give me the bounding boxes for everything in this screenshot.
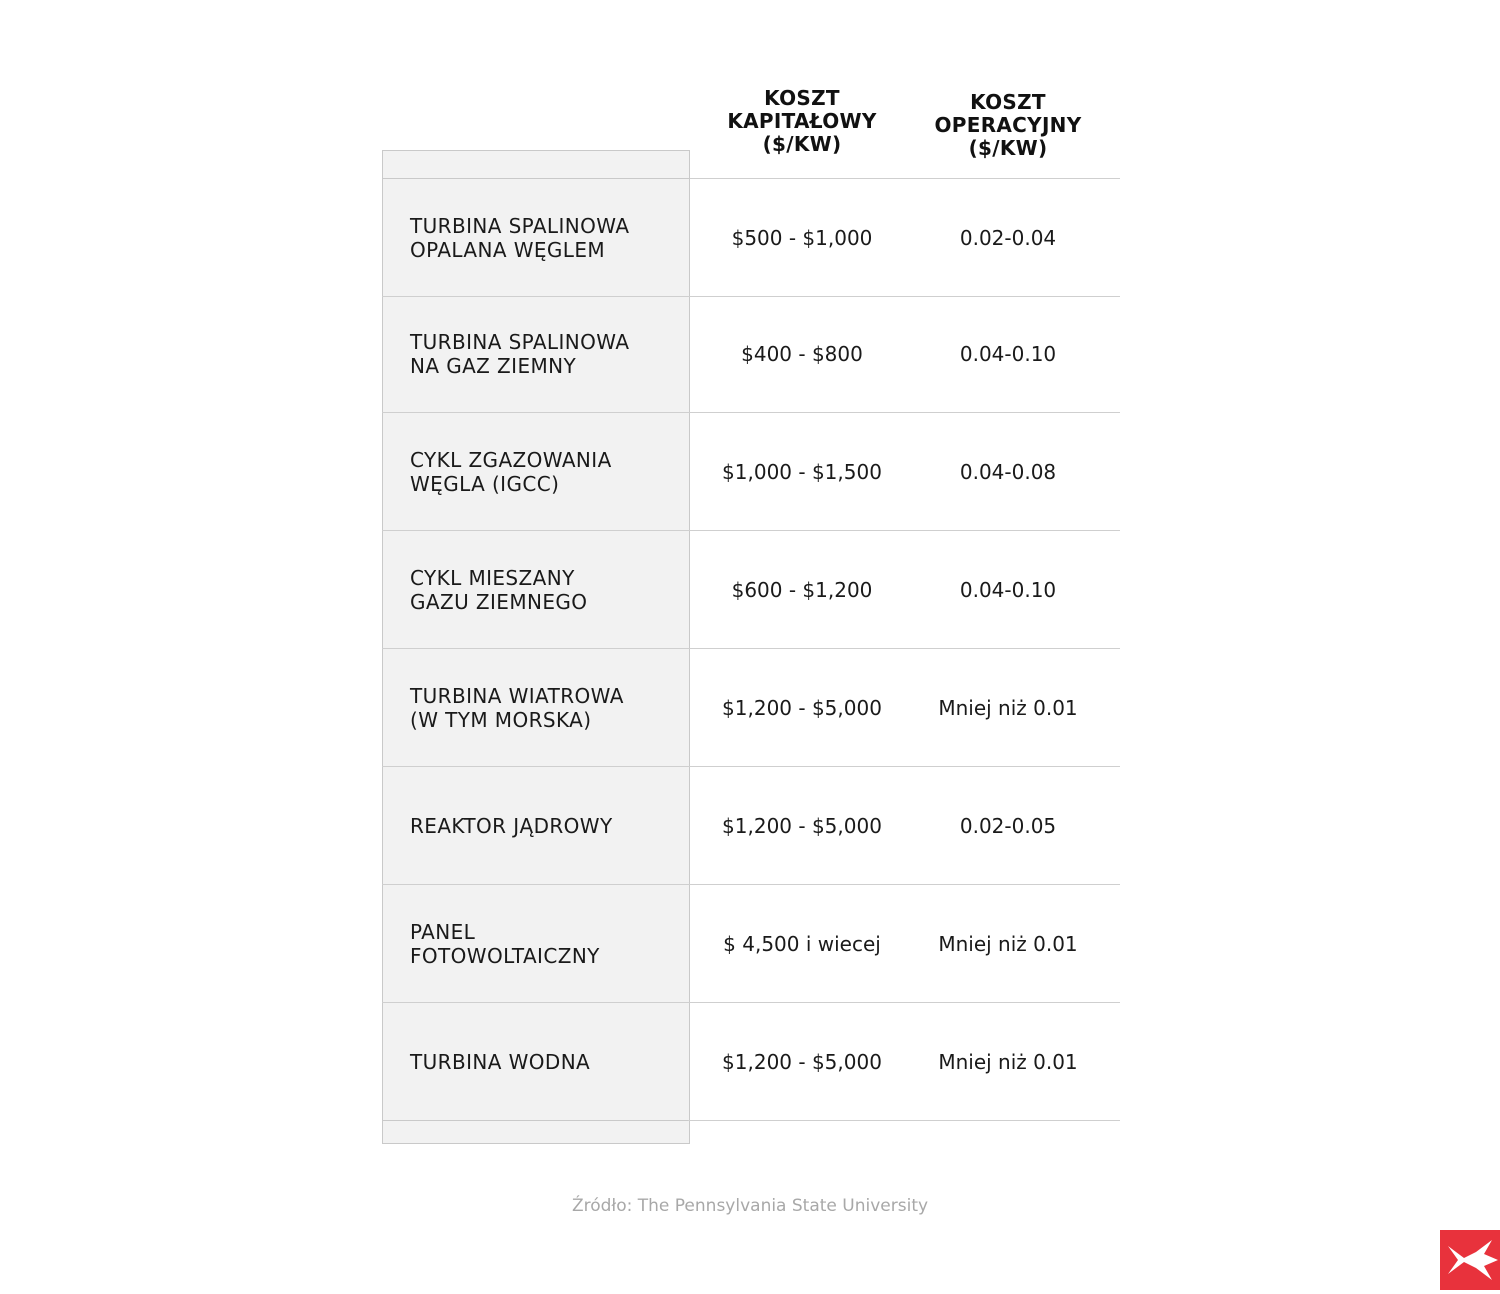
row-label: CYKL ZGAZOWANIA WĘGLA (IGCC) [410,448,612,496]
row-capital-cost: $1,200 - $5,000 [722,814,882,838]
row-operating-cost: Mniej niż 0.01 [938,696,1078,720]
xtb-logo-glyph [1440,1230,1500,1290]
row-label: REAKTOR JĄDROWY [410,814,613,838]
row-label: TURBINA SPALINOWA OPALANA WĘGLEM [410,214,630,262]
row-label: TURBINA WIATROWA (W TYM MORSKA) [410,684,624,732]
row-capital-cost: $ 4,500 i wiecej [723,932,881,956]
table-row [382,413,1120,531]
row-capital-cost: $500 - $1,000 [731,226,873,250]
row-capital-cost: $600 - $1,200 [731,578,873,602]
table-row [382,531,1120,649]
table-row [382,1003,1120,1121]
row-capital-cost: $400 - $800 [741,342,863,366]
table-row [382,649,1120,767]
table-row [382,295,1120,413]
row-divider [688,1120,1120,1121]
header-operating-cost: KOSZT OPERACYJNY ($/KW) [934,90,1082,160]
row-operating-cost: 0.04-0.10 [959,342,1057,366]
source-note: Źródło: The Pennsylvania State University [571,1196,929,1216]
row-label: TURBINA SPALINOWA NA GAZ ZIEMNY [410,330,630,378]
table-row [382,767,1120,885]
xtb-logo-icon [1440,1230,1500,1290]
row-operating-cost: Mniej niż 0.01 [938,932,1078,956]
table-row [382,885,1120,1003]
row-label: CYKL MIESZANY GAZU ZIEMNEGO [410,566,588,614]
row-operating-cost: Mniej niż 0.01 [938,1050,1078,1074]
row-capital-cost: $1,200 - $5,000 [722,1050,882,1074]
row-operating-cost: 0.02-0.05 [959,814,1057,838]
row-capital-cost: $1,200 - $5,000 [722,696,882,720]
row-operating-cost: 0.04-0.10 [959,578,1057,602]
row-operating-cost: 0.04-0.08 [959,460,1057,484]
table-row [382,179,1120,297]
row-capital-cost: $1,000 - $1,500 [722,460,882,484]
header-capital-cost: KOSZT KAPITAŁOWY ($/KW) [727,86,877,156]
row-label: TURBINA WODNA [410,1050,591,1074]
row-label: PANEL FOTOWOLTAICZNY [410,920,600,968]
row-operating-cost: 0.02-0.04 [959,226,1057,250]
